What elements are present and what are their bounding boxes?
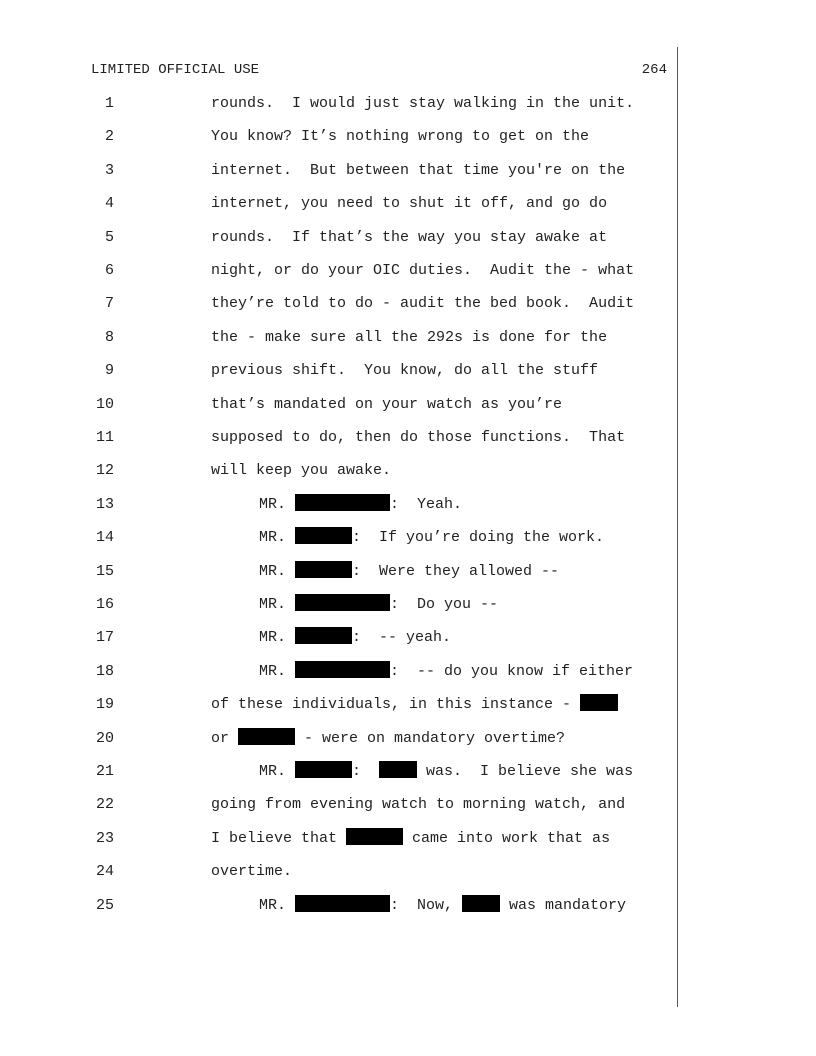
line-text-segment: going from evening watch to morning watch, and [211, 796, 626, 814]
transcript-line [0, 593, 816, 617]
transcript-line [0, 827, 816, 851]
transcript-line [0, 560, 816, 584]
line-text-segment: : Were they allowed -- [352, 562, 560, 580]
line-text-segment: or [211, 729, 239, 747]
line-text-segment: MR. [259, 662, 296, 680]
line-number: 24 [95, 863, 114, 881]
redaction-box [238, 728, 295, 745]
page-number: 264 [641, 62, 667, 78]
transcript-line [0, 793, 816, 817]
line-text [259, 593, 498, 617]
redaction-box [346, 828, 403, 845]
transcript-line [0, 292, 816, 316]
redaction-box [295, 594, 390, 611]
line-number: 20 [95, 729, 114, 747]
line-number: 14 [95, 529, 114, 547]
line-number: 5 [104, 228, 114, 246]
classification-header: LIMITED OFFICIAL USE [91, 62, 260, 78]
line-number: 10 [95, 395, 114, 413]
line-text-segment: : Now, [390, 896, 463, 914]
transcript-line [0, 626, 816, 650]
transcript-line [0, 192, 816, 216]
line-text-segment: MR. [259, 529, 296, 547]
redaction-box [295, 527, 352, 544]
line-number: 19 [95, 696, 114, 714]
transcript-line [0, 226, 816, 250]
transcript-line [0, 693, 816, 717]
line-text-segment: will keep you awake. [211, 462, 392, 480]
line-text-segment: : -- yeah. [352, 629, 452, 647]
line-text-segment: internet. But between that time you're on the [211, 161, 626, 179]
line-text-segment: I believe that [211, 829, 347, 847]
line-text-segment: MR. [259, 763, 296, 780]
redaction-box [462, 895, 500, 912]
line-text [259, 493, 462, 517]
transcript-line [0, 259, 816, 283]
redaction-box [580, 694, 618, 711]
line-number: 12 [95, 462, 114, 480]
line-text-segment: was mandatory [500, 896, 627, 914]
line-text [211, 693, 618, 717]
line-text-segment: rounds. I would just stay walking in the unit. [211, 95, 635, 112]
line-text [211, 459, 391, 483]
transcript-line [0, 760, 816, 784]
line-text-segment: : -- do you know if either [390, 662, 634, 680]
line-number: 13 [95, 495, 114, 513]
line-text [211, 192, 607, 216]
line-number: 7 [104, 295, 114, 313]
line-number: 9 [104, 362, 114, 380]
line-text [211, 259, 634, 283]
line-number: 25 [95, 896, 114, 914]
line-text [211, 326, 607, 350]
redaction-box [295, 627, 352, 644]
line-text-segment: : [352, 763, 380, 780]
transcript-line [0, 159, 816, 183]
line-text-segment: - were on mandatory overtime? [295, 729, 566, 747]
line-text-segment: of these individuals, in this instance - [211, 696, 581, 714]
line-text [259, 894, 626, 918]
transcript-line [0, 894, 816, 918]
line-number: 18 [95, 662, 114, 680]
transcript-line [0, 125, 816, 149]
line-text-segment: was. I believe she was [417, 763, 634, 780]
line-text [211, 359, 598, 383]
transcript-line [0, 493, 816, 517]
line-text-segment: MR. [259, 562, 296, 580]
transcript-line [0, 526, 816, 550]
redaction-box [295, 761, 352, 778]
line-number: 23 [95, 829, 114, 847]
line-text-segment: : If you’re doing the work. [352, 529, 605, 547]
line-text [211, 292, 634, 316]
line-number: 17 [95, 629, 114, 647]
line-text [259, 560, 559, 584]
line-text [211, 159, 625, 183]
line-text [211, 793, 625, 817]
line-text [259, 760, 633, 784]
line-text [211, 393, 562, 417]
line-text-segment: : Yeah. [390, 495, 463, 513]
transcript-line [0, 326, 816, 350]
redaction-box [295, 895, 390, 912]
line-text-segment: came into work that as [403, 829, 611, 847]
line-text-segment: night, or do your OIC duties. Audit the - what [211, 262, 635, 279]
line-number: 2 [104, 128, 114, 146]
transcript-line [0, 660, 816, 684]
redaction-box [295, 494, 390, 511]
line-text-segment: MR. [259, 495, 296, 513]
line-text [259, 626, 451, 650]
line-text [211, 860, 292, 884]
transcript-line [0, 727, 816, 751]
transcript-line [0, 860, 816, 884]
line-number: 21 [95, 763, 114, 780]
line-text-segment: that’s mandated on your watch as you’re [211, 395, 563, 413]
line-text-segment: previous shift. You know, do all the stuff [211, 362, 599, 380]
line-text-segment: the - make sure all the 292s is done for the [211, 328, 608, 346]
line-text [211, 727, 565, 751]
line-text [211, 226, 607, 250]
line-text-segment: supposed to do, then do those functions. That [211, 429, 626, 446]
line-text-segment: they’re told to do - audit the bed book. Audit [211, 295, 635, 313]
redaction-box [295, 661, 390, 678]
line-text-segment: overtime. [211, 863, 293, 881]
line-text-segment: MR. [259, 629, 296, 647]
line-number: 6 [104, 262, 114, 279]
line-text [211, 827, 610, 851]
line-number: 8 [104, 328, 114, 346]
redaction-box [295, 561, 352, 578]
transcript-line [0, 426, 816, 450]
line-text-segment: MR. [259, 896, 296, 914]
transcript-line [0, 92, 816, 116]
line-text [259, 526, 604, 550]
line-number: 22 [95, 796, 114, 814]
line-number: 16 [95, 596, 114, 613]
line-text [211, 92, 634, 116]
line-text [211, 125, 589, 149]
redaction-box [379, 761, 417, 778]
line-text-segment: MR. [259, 596, 296, 613]
line-number: 3 [104, 161, 114, 179]
line-text-segment: : Do you -- [390, 596, 499, 613]
line-text [259, 660, 633, 684]
line-text [211, 426, 625, 450]
transcript-line [0, 393, 816, 417]
line-number: 11 [95, 429, 114, 446]
line-number: 15 [95, 562, 114, 580]
line-number: 1 [104, 95, 114, 112]
line-number: 4 [104, 195, 114, 213]
line-text-segment: internet, you need to shut it off, and go do [211, 195, 608, 213]
transcript-line [0, 359, 816, 383]
line-text-segment: You know? It’s nothing wrong to get on the [211, 128, 590, 146]
transcript-line [0, 459, 816, 483]
line-text-segment: rounds. If that’s the way you stay awake at [211, 228, 608, 246]
